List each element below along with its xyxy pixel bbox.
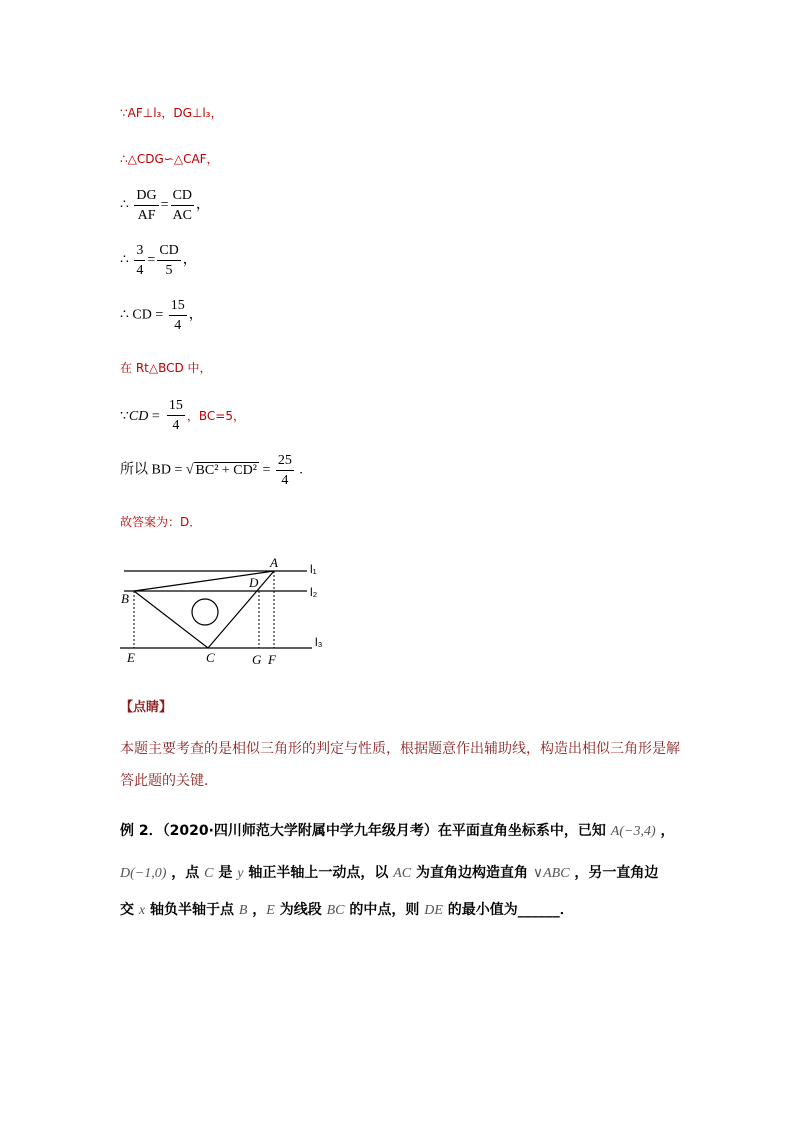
text-segment: 为直角边构造直角	[411, 865, 533, 881]
comma: ，	[188, 307, 203, 323]
fraction-cd-ac	[171, 186, 194, 225]
inscribed-circle	[192, 599, 218, 625]
denominator: AC	[172, 208, 193, 223]
label-a: A	[270, 556, 278, 570]
numerator: 15	[167, 396, 185, 416]
label-l3: l₃	[315, 635, 323, 649]
triangle-abc: ∨ABC	[532, 866, 570, 881]
var-x: x	[138, 903, 146, 918]
comment-text-line1: 本题主要考查的是相似三角形的判定与性质，根据题意作出辅助线，构造出相似三角形是解	[120, 741, 680, 757]
denominator: 4	[281, 473, 289, 488]
label-l1: l₁	[310, 562, 317, 576]
example-intro: 例 2．（2020·四川师范大学附属中学九年级月考）在平面直角坐标系中，已知	[120, 823, 611, 839]
label-c: C	[206, 650, 215, 665]
period: .	[295, 462, 303, 478]
var-e: E	[266, 903, 275, 918]
numerator: CD	[157, 241, 180, 261]
numerator: 15	[169, 296, 187, 316]
var-c: C	[204, 866, 214, 881]
therefore-symbol: ∴	[120, 252, 129, 268]
label-e: E	[127, 650, 135, 665]
denominator: 4	[172, 418, 180, 433]
label-l2: l₂	[310, 585, 318, 599]
label-g: G	[252, 652, 262, 667]
text-segment: 轴正半轴上一动点，以	[243, 865, 394, 881]
text-segment: ，另一直角边	[569, 865, 659, 881]
point-d: D(−1,0)	[120, 866, 167, 881]
denominator: 5	[165, 263, 173, 278]
comment-heading: 【点睛】	[120, 700, 173, 715]
text-segment: ，点	[166, 865, 205, 881]
example-line2	[120, 862, 658, 882]
example-line1	[120, 820, 674, 840]
denominator: 4	[136, 263, 144, 278]
numerator: CD	[171, 186, 194, 206]
sqrt-sign: √	[185, 462, 194, 478]
var-bc: BC	[326, 903, 345, 918]
solution-line-cd-value	[120, 296, 203, 335]
label-f: F	[268, 652, 276, 667]
geometry-figure	[112, 556, 332, 668]
comma: ，	[182, 252, 197, 268]
equals: =	[148, 409, 160, 424]
text-segment: 轴负半轴于点	[145, 902, 239, 918]
var-de: DE	[424, 903, 443, 918]
equals: =	[147, 252, 156, 268]
equals: =	[258, 462, 271, 478]
equals: =	[160, 197, 169, 213]
answer-line: 故答案为：D．	[120, 515, 202, 529]
cd-equals-label: ∴ CD =	[120, 307, 164, 323]
point-a: A(−3,4)	[610, 824, 656, 839]
fraction-cd-5	[157, 241, 180, 280]
var-b: B	[238, 903, 248, 918]
sqrt-radicand: BC² + CD²	[195, 462, 257, 478]
numerator: 25	[276, 451, 294, 471]
text-segment: ，	[247, 902, 267, 918]
fraction-3-4	[134, 241, 145, 280]
text-segment: 的中点，则	[344, 902, 425, 918]
solution-line-similar: ∴△CDG∽△CAF，	[120, 152, 219, 166]
solution-line-ratio	[120, 186, 210, 225]
denominator: AF	[137, 208, 156, 223]
solution-line-given	[120, 396, 245, 435]
because-symbol: ∵	[120, 409, 129, 424]
cd-variable: CD	[128, 409, 149, 424]
bd-equals-label: 所以 BD =	[120, 462, 186, 478]
var-y: y	[237, 866, 244, 881]
comma: ，	[196, 197, 211, 213]
text-segment: 交	[120, 902, 139, 918]
answer-blank: 的最小值为______．	[442, 902, 574, 918]
numerator: DG	[134, 186, 158, 206]
fraction-15-4	[169, 296, 187, 335]
segment-bc	[134, 591, 208, 648]
bc-given: ，BC=5，	[186, 409, 245, 423]
text-segment: 为线段	[274, 902, 327, 918]
solution-line-perpendicular: ∵AF⊥l₃，DG⊥l₃，	[120, 106, 223, 120]
therefore-symbol: ∴	[120, 197, 129, 213]
var-ac: AC	[393, 866, 412, 881]
solution-line-rt-triangle: 在 Rt△BCD 中，	[120, 361, 212, 375]
comment-text-line2: 答此题的关键．	[120, 773, 218, 789]
text-segment: 是	[213, 865, 238, 881]
numerator: 3	[134, 241, 145, 261]
fraction-25-4	[276, 451, 294, 490]
fraction-15-4	[167, 396, 185, 435]
fraction-dg-af	[134, 186, 158, 225]
denominator: 4	[174, 318, 182, 333]
solution-line-substitute	[120, 241, 197, 280]
example-line3	[120, 899, 574, 919]
solution-line-bd	[120, 451, 303, 490]
label-d: D	[249, 575, 259, 590]
comma: ，	[655, 823, 675, 839]
label-b: B	[121, 591, 129, 606]
